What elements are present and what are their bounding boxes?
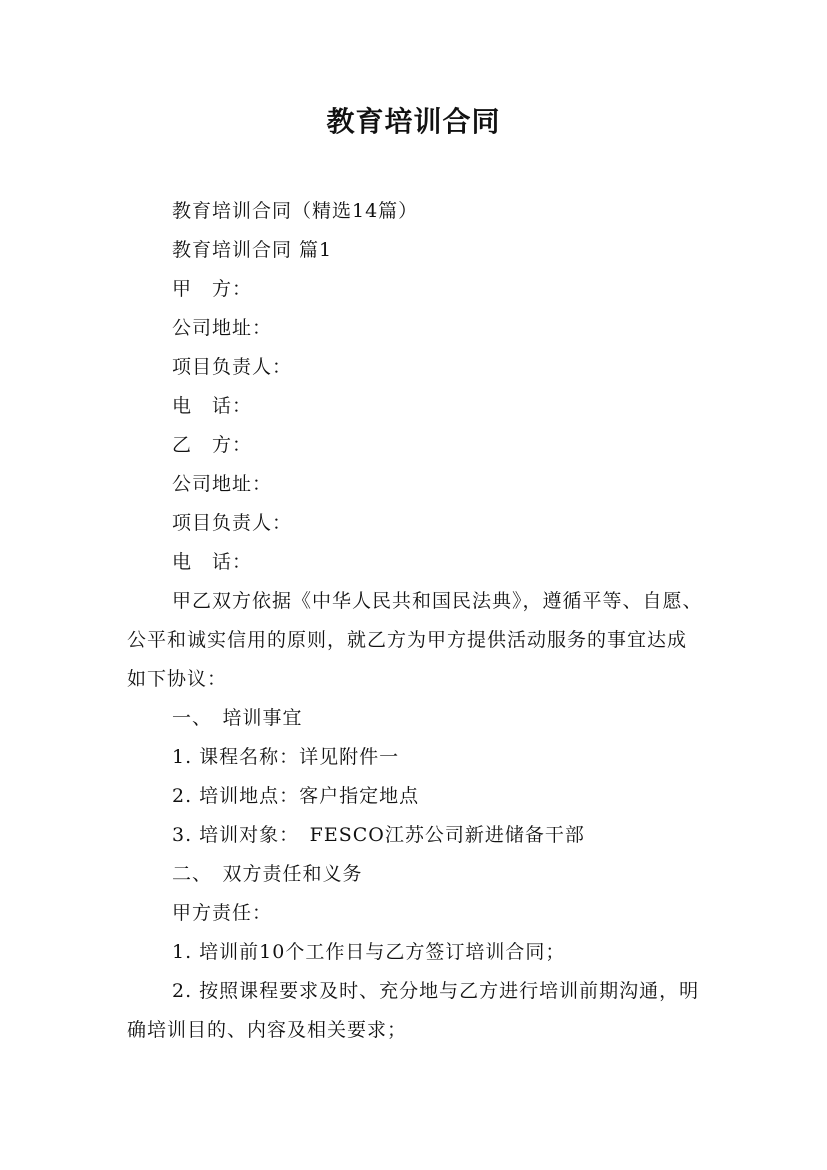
paragraph: 2. 培训地点：客户指定地点 bbox=[172, 785, 420, 807]
paragraph: 1. 课程名称：详见附件一 bbox=[172, 746, 400, 768]
paragraph: 甲 方： bbox=[172, 278, 253, 300]
paragraph: 公司地址： bbox=[172, 473, 273, 495]
paragraph: 1. 培训前10个工作日与乙方签订培训合同； bbox=[172, 941, 566, 963]
paragraph: 教育培训合同（精选14篇） bbox=[172, 200, 419, 222]
document-body bbox=[127, 192, 703, 1050]
paragraph: 乙 方： bbox=[172, 434, 253, 456]
paragraph: 甲乙双方依据《中华人民共和国民法典》，遵循平等、自愿、公平和诚实信用的原则，就乙方为甲方提供活动服务的事宜达成如下协议： bbox=[127, 590, 703, 690]
paragraph: 一、 培训事宜 bbox=[172, 707, 303, 729]
document-title: 教育培训合同 bbox=[326, 105, 501, 138]
paragraph: 公司地址： bbox=[172, 317, 273, 339]
paragraph: 项目负责人： bbox=[172, 512, 293, 534]
paragraph: 电 话： bbox=[172, 551, 253, 573]
paragraph: 项目负责人： bbox=[172, 356, 293, 378]
paragraph: 电 话： bbox=[172, 395, 253, 417]
paragraph: 甲方责任： bbox=[172, 902, 273, 924]
paragraph: 二、 双方责任和义务 bbox=[172, 863, 363, 885]
paragraph: 教育培训合同 篇1 bbox=[172, 239, 333, 261]
paragraph: 3. 培训对象： FESCO江苏公司新进储备干部 bbox=[172, 824, 585, 846]
paragraph: 2. 按照课程要求及时、充分地与乙方进行培训前期沟通，明确培训目的、内容及相关要求； bbox=[127, 980, 700, 1041]
